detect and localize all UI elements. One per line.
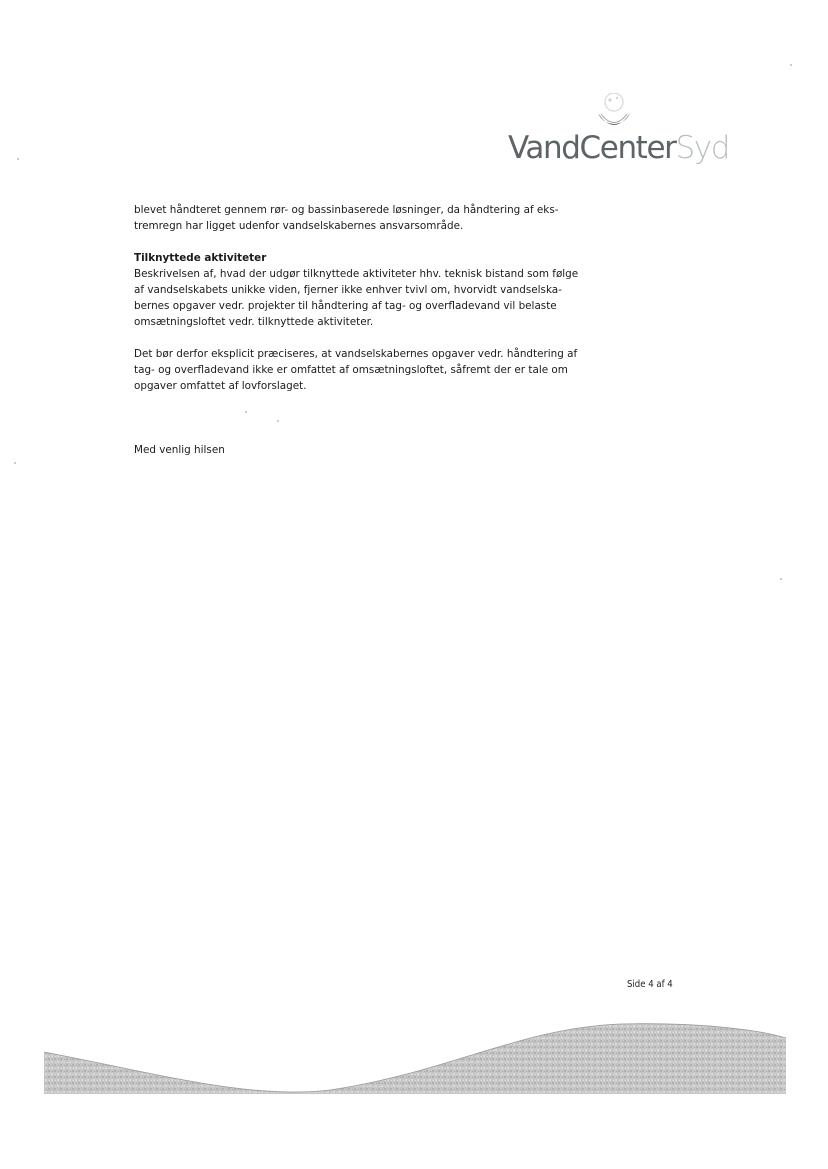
- scan-speck: [790, 64, 792, 66]
- scan-speck: [17, 158, 19, 160]
- scan-speck: [780, 578, 782, 580]
- logo-wordmark: [508, 131, 729, 165]
- scan-speck: [14, 462, 16, 464]
- logo-name-sub: Syd: [675, 130, 729, 166]
- scan-speck: [277, 420, 279, 422]
- section-heading: Tilknyttede aktiviteter: [134, 252, 267, 264]
- text-line: Beskrivelsen af, hvad der udgør tilknyttede aktiviteter hhv. teknisk bistand som følge: [134, 268, 579, 280]
- water-drop-emblem-icon: [592, 93, 636, 133]
- letter-body: [134, 202, 604, 458]
- text-line: af vandselskabets unikke viden, fjerner ikke enhver tvivl om, hvorvidt vandselska-: [134, 284, 562, 296]
- text-line: bernes opgaver vedr. projekter til håndtering af tag- og overfladevand vil belaste: [134, 300, 557, 312]
- company-logo: [508, 93, 729, 171]
- text-line: blevet håndteret gennem rør- og bassinbaserede løsninger, da håndtering af eks-: [134, 204, 559, 216]
- conclusion-paragraph: [134, 346, 604, 394]
- page-number: Side 4 af 4: [627, 979, 673, 990]
- section-paragraph: [134, 250, 604, 330]
- wave-decoration: [0, 1010, 828, 1110]
- text-line: tag- og overfladevand ikke er omfattet af omsætningsloftet, såfremt der er tale om: [134, 364, 568, 376]
- text-line: opgaver omfattet af lovforslaget.: [134, 380, 307, 392]
- logo-name-main: VandCenter: [508, 130, 676, 166]
- text-line: tremregn har ligget udenfor vandselskabernes ansvarsområde.: [134, 220, 464, 232]
- intro-paragraph: [134, 202, 604, 234]
- scan-speck: [245, 411, 247, 413]
- text-line: omsætningsloftet vedr. tilknyttede aktiviteter.: [134, 316, 374, 328]
- text-line: Det bør derfor eksplicit præciseres, at vandselskabernes opgaver vedr. håndtering af: [134, 348, 578, 360]
- closing-greeting: Med venlig hilsen: [134, 444, 225, 456]
